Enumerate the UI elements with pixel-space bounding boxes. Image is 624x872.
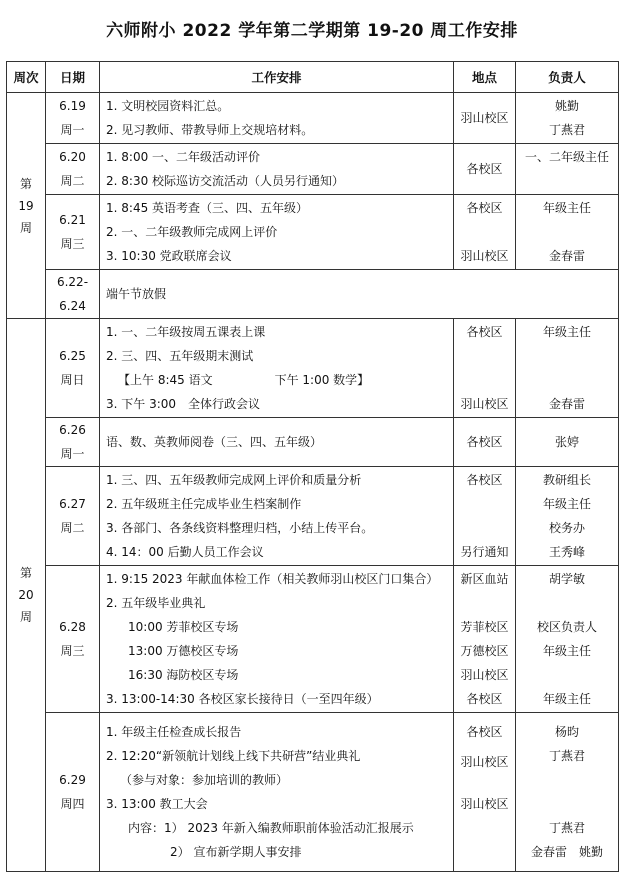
person-value [522,220,612,244]
place-value: 羽山校区 [460,755,509,769]
place-value [460,492,509,516]
date-cell [46,566,100,713]
work-item: 1. 文明校园资料汇总。 [106,99,230,113]
person-value: 教研组长 [542,473,591,487]
work-item: 2. 三、四、五年级期末测试 [106,349,254,363]
date-value: 6.29 [59,773,86,787]
person-value: 王秀峰 [548,545,585,559]
work-subitem: 10:00 芳菲校区专场 [128,620,239,634]
work-item: 2. 见习教师、带教导师上交规培材料。 [106,123,314,137]
weekday: 周日 [60,373,85,387]
person-value: 年级主任 [542,497,591,511]
person-value: 丁燕君 [548,749,585,763]
work-item: 1. 三、四、五年级教师完成网上评价和质量分析 [106,473,362,487]
person-value: 年级主任 [542,201,591,215]
holiday-cell [100,270,619,319]
work-item: 1. 9:15 2023 年献血体检工作（相关教师羽山校区门口集合） [106,572,439,586]
date-value: 6.26 [59,423,86,437]
place-value: 羽山校区 [460,111,509,125]
date-value: 6.25 [59,349,86,363]
week-label: 周 [19,220,32,235]
place-value [460,516,509,540]
place-cell [454,418,516,467]
weekday: 周四 [60,797,85,811]
person-value: 金春雷 姚勤 [530,845,603,859]
place-value [460,591,509,615]
weekday: 周二 [60,174,85,188]
date-cell [46,93,100,144]
date-cell [46,467,100,566]
weekday: 周三 [60,237,85,251]
work-item [106,368,447,392]
work-item: 2. 8:30 校际巡访交流活动（人员另行通知） [106,174,345,188]
work-subitem: 2） 宣布新学期人事安排 [170,845,302,859]
place-value [460,368,509,392]
week-label: 第 [19,176,32,191]
person-value: 校务办 [548,521,585,535]
work-item: 3. 下午 3:00 全体行政会议 [106,397,261,411]
work-cell [100,144,454,195]
person-value [522,368,612,392]
work-subitem: 13:00 万德校区专场 [128,644,239,658]
week-number: 19 [18,198,34,213]
place-cell [454,144,516,195]
page-title: 六师附小 2022 学年第二学期第 19-20 周工作安排 [106,21,518,41]
place-cell [454,566,516,713]
date-value: 6.27 [59,497,86,511]
table-row [7,566,619,713]
date-value: 6.19 [59,99,86,113]
work-item: 2. 五年级毕业典礼 [106,596,206,610]
person-value: 一、二年级主任 [524,150,609,164]
place-cell [454,467,516,566]
work-cell [100,713,454,872]
place-value: 羽山校区 [460,249,509,263]
work-item: 1. 一、二年级按周五课表上课 [106,325,266,339]
person-value [522,344,612,368]
person-value: 姚勤 [554,99,579,113]
work-item: 1. 8:00 一、二年级活动评价 [106,150,261,164]
table-row [7,467,619,566]
work-cell [100,418,454,467]
place-cell [454,319,516,418]
date-cell [46,270,100,319]
work-subitem: 16:30 海防校区专场 [128,668,239,682]
date-cell [46,144,100,195]
work-item: 3. 各部门、各条线资料整理归档，小结上传平台。 [106,521,374,535]
work-cell [100,319,454,418]
place-value [460,846,509,870]
person-cell [516,467,619,566]
place-value: 芳菲校区 [460,620,509,634]
person-value [522,169,612,193]
work-item: 语、数、英教师阅卷（三、四、五年级） [106,435,323,449]
week-label: 第 [19,566,32,580]
person-value: 张婷 [554,435,579,449]
place-value [460,344,509,368]
header-week: 周次 [7,62,46,93]
person-value: 金春雷 [548,397,585,411]
header-date: 日期 [46,62,100,93]
weekday: 周一 [60,123,85,137]
header-place: 地点 [454,62,516,93]
person-cell [516,195,619,270]
place-value: 万德校区 [460,644,509,658]
place-cell [454,195,516,270]
place-value: 新区血站 [460,572,509,586]
work-item: 1. 年级主任检查成长报告 [106,725,242,739]
person-value: 校区负责人 [536,620,597,634]
header-row [7,62,619,93]
place-value: 各校区 [466,473,503,487]
header-work: 工作安排 [100,62,454,93]
work-cell [100,467,454,566]
person-cell [516,418,619,467]
date-cell [46,319,100,418]
place-value: 各校区 [466,692,503,706]
place-value: 羽山校区 [460,397,509,411]
date-value: 6.20 [59,150,86,164]
place-value: 羽山校区 [460,797,509,811]
place-cell [454,93,516,144]
place-value [460,220,509,244]
weekday: 周三 [60,644,85,658]
week-19-cell [7,93,46,319]
person-value: 金春雷 [548,249,585,263]
person-value [522,591,612,615]
place-value [460,774,509,786]
table-row [7,270,619,319]
work-cell [100,195,454,270]
work-subitem: 内容：1） 2023 年新入编教师职前体验活动汇报展示 [128,821,414,835]
week-label: 周 [19,610,32,624]
person-value [522,663,612,687]
work-subitem: （参与对象：参加培训的教师） [120,773,289,787]
week-20-cell [7,319,46,872]
work-subitem: 下午 1:00 数学】 [274,373,370,387]
work-item: 3. 13:00-14:30 各校区家长接待日（一至四年级） [106,692,379,706]
weekday: 周一 [60,447,85,461]
person-value [522,792,612,816]
date-value: 6.28 [59,620,86,634]
person-cell [516,319,619,418]
work-item: 2. 五年级班主任完成毕业生档案制作 [106,497,302,511]
place-value: 另行通知 [460,545,509,559]
holiday-label: 端午节放假 [106,287,167,301]
work-item: 2. 12:20“新领航计划线上线下共研营”结业典礼 [106,749,361,763]
place-value: 各校区 [466,725,503,739]
person-value: 年级主任 [542,644,591,658]
place-value: 各校区 [466,435,503,449]
person-value: 年级主任 [542,325,591,339]
week-number: 20 [18,588,34,602]
work-subitem: 【上午 8:45 语文 [118,373,213,387]
place-cell [454,713,516,872]
person-value: 杨昀 [554,725,579,739]
header-person: 负责人 [516,62,619,93]
table-row [7,144,619,195]
place-value: 羽山校区 [460,668,509,682]
date-cell [46,195,100,270]
work-item: 3. 13:00 教工大会 [106,797,208,811]
work-cell [100,566,454,713]
date-value: 6.24 [59,299,86,313]
person-value: 年级主任 [542,692,591,706]
person-cell [516,566,619,713]
person-value [522,768,612,792]
person-value: 丁燕君 [548,821,585,835]
person-cell [516,713,619,872]
weekday: 周二 [60,521,85,535]
person-cell [516,93,619,144]
schedule-table [6,61,619,872]
date-cell [46,418,100,467]
work-item: 1. 8:45 英语考查（三、四、五年级） [106,201,309,215]
table-row [7,93,619,144]
table-row [7,418,619,467]
work-item: 4. 14：00 后勤人员工作会议 [106,545,264,559]
date-cell [46,713,100,872]
table-row [7,195,619,270]
work-cell [100,93,454,144]
work-item: 2. 一、二年级教师完成网上评价 [106,225,278,239]
person-value: 丁燕君 [548,123,585,137]
table-row [7,319,619,418]
person-cell [516,144,619,195]
table-row [7,713,619,872]
place-value [460,822,509,846]
person-value: 胡学敏 [548,572,585,586]
date-value: 6.21 [59,213,86,227]
place-value: 各校区 [466,201,503,215]
place-value: 各校区 [466,325,503,339]
place-value: 各校区 [466,162,503,176]
work-item: 3. 10:30 党政联席会议 [106,249,232,263]
date-value: 6.22- [56,275,89,289]
